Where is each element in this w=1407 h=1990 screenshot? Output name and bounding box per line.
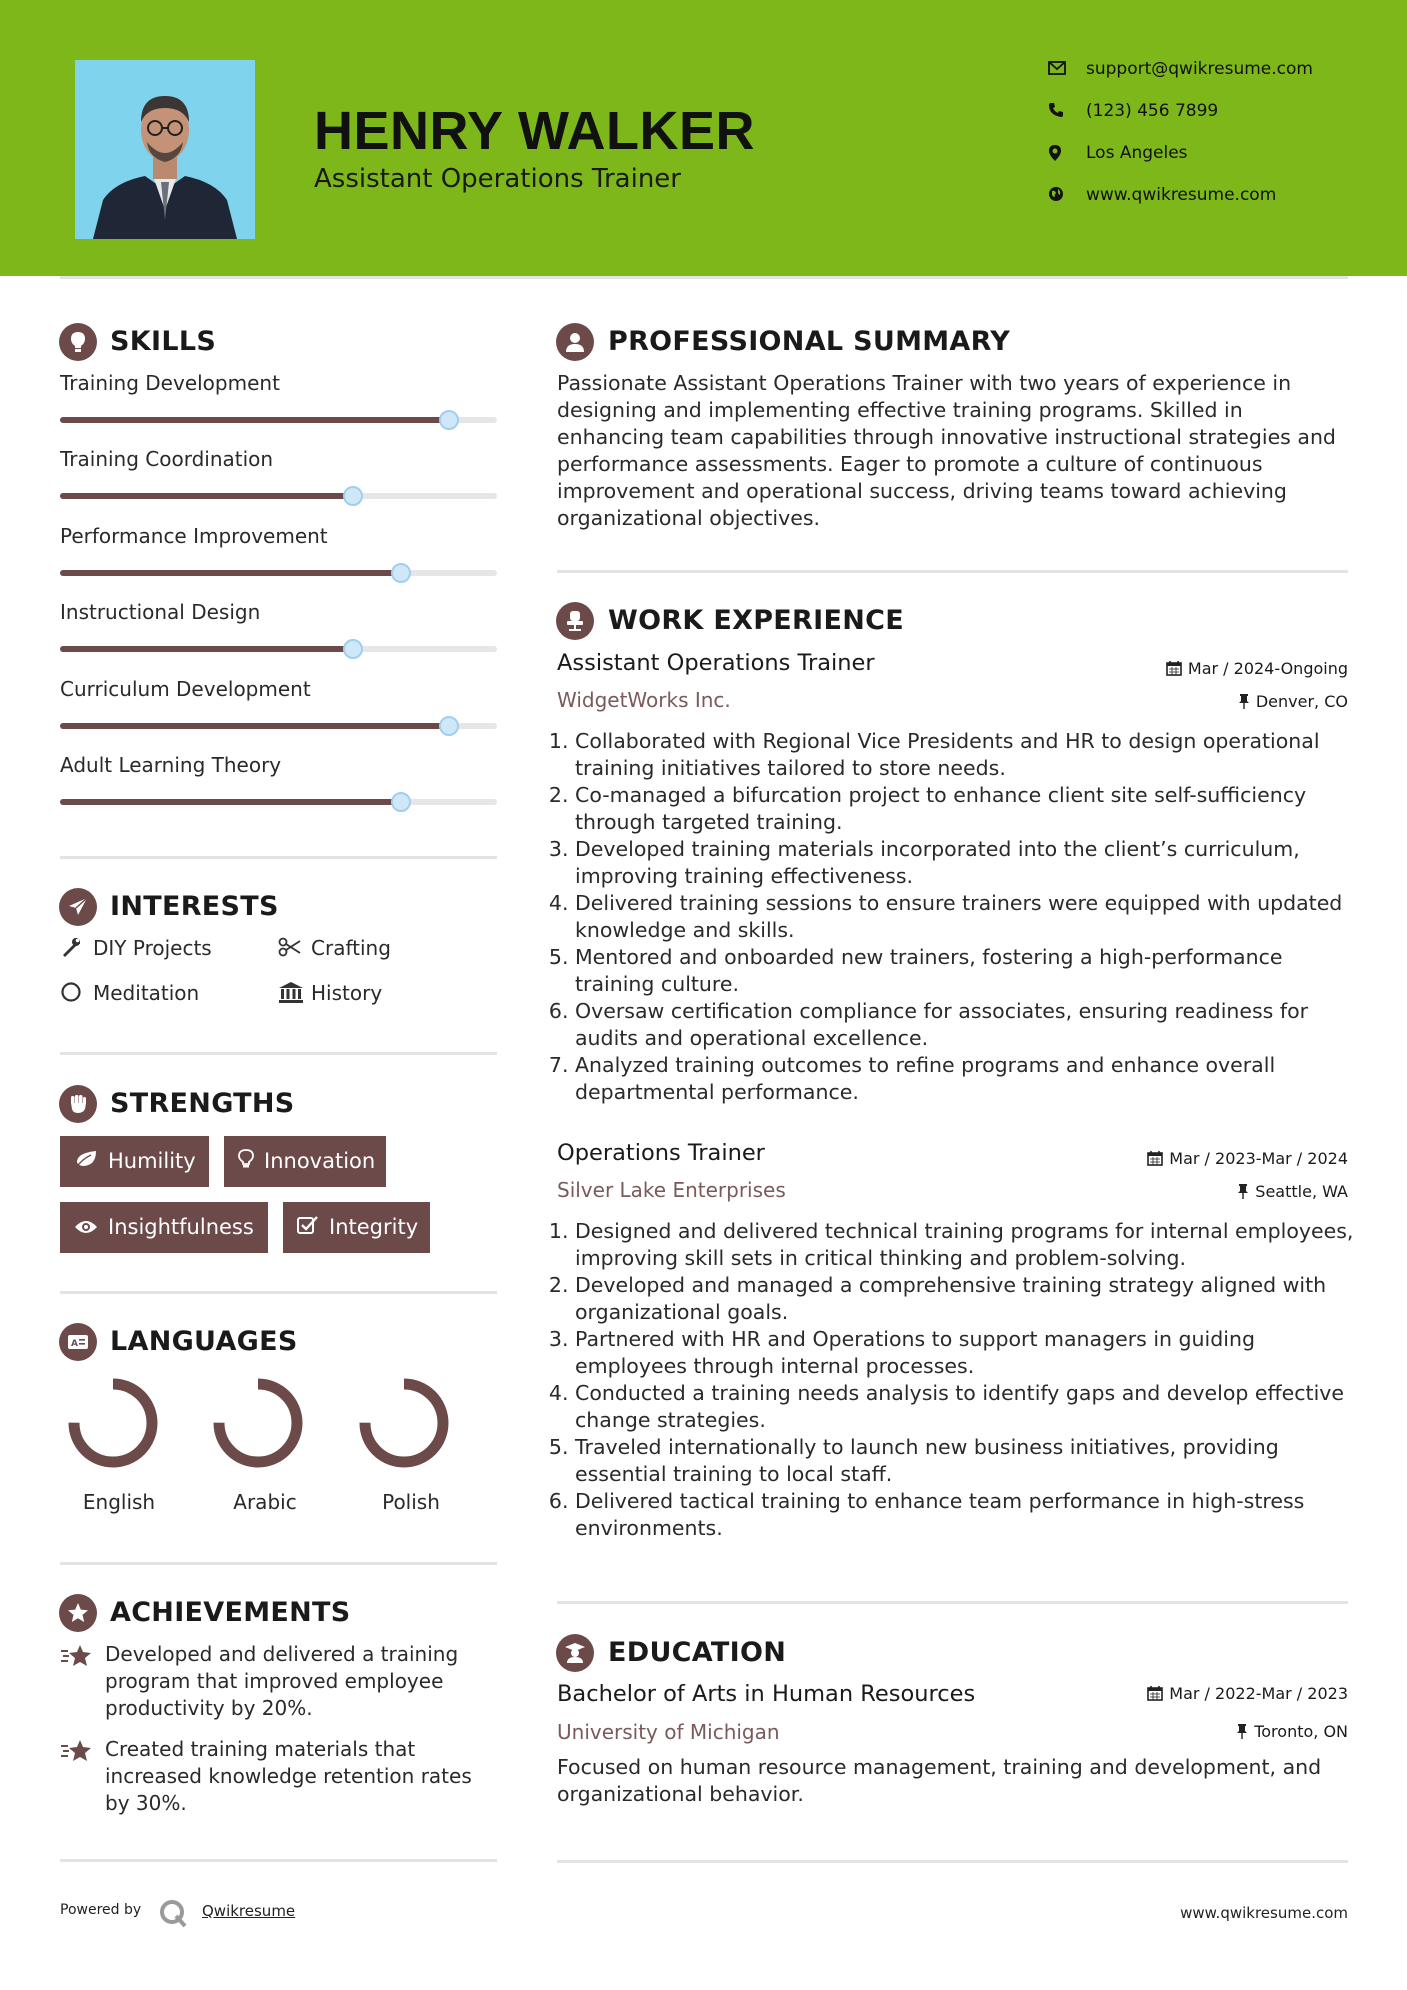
duty-item: 1. Designed and delivered technical training programs for internal employees, improving skill sets in critical thinking and problem-solving. xyxy=(575,1218,1365,1272)
pushpin-icon xyxy=(1237,1183,1249,1203)
experience-heading: WORK EXPERIENCE xyxy=(608,605,904,636)
skill-bar-knob[interactable] xyxy=(391,563,411,583)
summary-text: Passionate Assistant Operations Trainer with two years of experience in designing and implementing effective training programs. Skilled in enhancing team capabilities through innovative instructional strategies and performance assessments. Eager to promote a culture of continuous improvement and operational success, driving teams toward achieving organizational objectives. xyxy=(557,371,1336,530)
skill-bar-knob[interactable] xyxy=(439,716,459,736)
scissors-icon xyxy=(278,936,302,963)
contact-location xyxy=(1048,143,1188,163)
education-description: Focused on human resource management, training and development, and organizational behavior. xyxy=(557,1755,1322,1806)
calendar-icon xyxy=(1147,1150,1163,1170)
language-label: English xyxy=(82,1490,156,1514)
achievement-text: Created training materials that increased knowledge retention rates by 30%. xyxy=(105,1737,472,1815)
lightbulb-icon xyxy=(59,323,97,361)
duty-item: 4. Conducted a training needs analysis to identify gaps and develop effective change strategies. xyxy=(575,1380,1365,1434)
strength-tag-innovation xyxy=(224,1136,386,1187)
candidate-title: Assistant Operations Trainer xyxy=(314,164,681,194)
duty-item: 4. Delivered training sessions to ensure trainers were equipped with updated knowledge and skills. xyxy=(575,890,1365,944)
powered-by-text: Powered by xyxy=(60,1902,142,1918)
achievement-item xyxy=(60,1736,500,1817)
skill-bar-knob[interactable] xyxy=(391,792,411,812)
experience-divider xyxy=(557,1601,1348,1604)
education-degree: Bachelor of Arts in Human Resources xyxy=(557,1681,976,1707)
qwikresume-brand-link[interactable]: Qwikresume xyxy=(202,1902,296,1920)
interest-label: Crafting xyxy=(311,936,391,960)
pushpin-icon xyxy=(1236,1723,1248,1743)
education-heading: EDUCATION xyxy=(608,1637,787,1668)
duty-item: 6. Oversaw certification compliance for associates, ensuring readiness for audits and operational excellence. xyxy=(575,998,1365,1052)
strength-label: Humility xyxy=(108,1149,196,1173)
globe-icon xyxy=(1048,186,1070,204)
star-icon xyxy=(60,1738,94,1771)
skill-bar-knob[interactable] xyxy=(343,639,363,659)
duty-item: 7. Analyzed training outcomes to refine programs and enhance overall departmental performance. xyxy=(575,1052,1365,1106)
profile-photo xyxy=(75,60,255,239)
job-location-text: Denver, CO xyxy=(1255,692,1348,711)
job-role: Assistant Operations Trainer xyxy=(557,650,875,676)
graduate-icon xyxy=(556,1634,594,1672)
interest-item xyxy=(278,936,391,963)
leaf-icon xyxy=(74,1137,98,1188)
interest-label: Meditation xyxy=(93,981,200,1005)
interest-item xyxy=(60,981,199,1008)
duty-item: 2. Developed and managed a comprehensive training strategy aligned with organizational goals. xyxy=(575,1272,1365,1326)
resume-header xyxy=(0,0,1407,276)
user-icon xyxy=(556,323,594,361)
skill-label: Adult Learning Theory xyxy=(60,753,282,777)
museum-icon xyxy=(278,981,302,1008)
header-divider xyxy=(60,276,1348,279)
language-label: Polish xyxy=(382,1490,440,1514)
job-duties xyxy=(557,1218,1365,1542)
language-ring xyxy=(358,1377,450,1469)
job-location-text: Seattle, WA xyxy=(1255,1182,1348,1201)
map-pin-icon xyxy=(1048,144,1070,162)
checkbox-icon xyxy=(297,1203,319,1254)
star-badge-icon xyxy=(59,1594,97,1632)
job-dates xyxy=(1166,659,1348,680)
job-dates-text: Mar / 2024-Ongoing xyxy=(1187,659,1348,678)
job-duties xyxy=(557,728,1365,1106)
education-dates xyxy=(1147,1684,1348,1705)
skill-label: Performance Improvement xyxy=(60,524,328,548)
achievement-item xyxy=(60,1641,500,1722)
skill-label: Training Development xyxy=(60,371,280,395)
contact-phone[interactable] xyxy=(1048,101,1218,121)
pushpin-icon xyxy=(1238,693,1250,713)
duty-item: 6. Delivered tactical training to enhance team performance in high-stress environments. xyxy=(575,1488,1365,1542)
skill-bar-fill xyxy=(60,646,353,652)
interest-item xyxy=(60,936,212,963)
summary-divider xyxy=(557,570,1348,573)
language-card-icon xyxy=(59,1323,97,1361)
strength-label: Innovation xyxy=(264,1149,376,1173)
contact-location-text: Los Angeles xyxy=(1086,143,1188,163)
education-location-text: Toronto, ON xyxy=(1254,1722,1348,1741)
interests-heading: INTERESTS xyxy=(110,891,279,922)
education-dates-text: Mar / 2022-Mar / 2023 xyxy=(1169,1684,1348,1703)
skill-bar-fill xyxy=(60,570,401,576)
wrench-icon xyxy=(60,936,84,963)
job-company: WidgetWorks Inc. xyxy=(557,688,731,712)
star-icon xyxy=(60,1643,94,1676)
interests-divider xyxy=(60,1052,497,1055)
skill-bar xyxy=(60,570,497,576)
achievements-divider xyxy=(60,1859,497,1862)
skill-bar-fill xyxy=(60,417,449,423)
envelope-icon xyxy=(1048,60,1070,78)
education-school: University of Michigan xyxy=(557,1720,780,1744)
skill-bar xyxy=(60,493,497,499)
calendar-icon xyxy=(1147,1685,1163,1705)
interest-item xyxy=(278,981,382,1008)
skill-bar xyxy=(60,417,497,423)
education-location xyxy=(1236,1722,1348,1743)
svg-text:A: A xyxy=(71,1339,78,1349)
languages-divider xyxy=(60,1562,497,1565)
skill-bar-fill xyxy=(60,799,401,805)
contact-email[interactable] xyxy=(1048,59,1313,79)
duty-item: 1. Collaborated with Regional Vice Presidents and HR to design operational training initiatives tailored to store needs. xyxy=(575,728,1365,782)
languages-heading: LANGUAGES xyxy=(110,1326,298,1357)
strengths-heading: STRENGTHS xyxy=(110,1088,295,1119)
contact-phone-text: (123) 456 7899 xyxy=(1086,101,1219,121)
achievement-text: Developed and delivered a training program that improved employee productivity by 20%. xyxy=(105,1642,459,1720)
candidate-name: HENRY WALKER xyxy=(314,101,756,161)
contact-website-text: www.qwikresume.com xyxy=(1086,185,1277,205)
job-dates xyxy=(1147,1149,1348,1170)
qwikresume-logo-icon xyxy=(158,1898,188,1928)
phone-icon xyxy=(1048,102,1070,120)
calendar-icon xyxy=(1166,660,1182,680)
skill-bar xyxy=(60,723,497,729)
skill-bar-fill xyxy=(60,493,353,499)
duty-item: 3. Developed training materials incorporated into the client’s curriculum, improving training effectiveness. xyxy=(575,836,1365,890)
summary-heading: PROFESSIONAL SUMMARY xyxy=(608,326,1011,357)
job-location xyxy=(1238,692,1348,713)
contact-email-text: support@qwikresume.com xyxy=(1086,59,1313,79)
skill-bar xyxy=(60,646,497,652)
briefcase-chair-icon xyxy=(556,602,594,640)
duty-item: 2. Co-managed a bifurcation project to enhance client site self-sufficiency through targeted training. xyxy=(575,782,1365,836)
skill-label: Instructional Design xyxy=(60,600,261,624)
job-company: Silver Lake Enterprises xyxy=(557,1178,786,1202)
strength-tag-integrity xyxy=(283,1202,430,1253)
job-location xyxy=(1237,1182,1348,1203)
footer-website[interactable]: www.qwikresume.com xyxy=(1180,1904,1348,1922)
skill-bar-knob[interactable] xyxy=(439,410,459,430)
strength-label: Integrity xyxy=(329,1215,419,1239)
language-label: Arabic xyxy=(233,1490,297,1514)
duty-item: 5. Mentored and onboarded new trainers, fostering a high-performance training culture. xyxy=(575,944,1365,998)
interest-label: History xyxy=(311,981,383,1005)
skill-bar-knob[interactable] xyxy=(343,486,363,506)
skill-label: Curriculum Development xyxy=(60,677,311,701)
job-role: Operations Trainer xyxy=(557,1140,765,1166)
skill-label: Training Coordination xyxy=(60,447,274,471)
strengths-divider xyxy=(60,1291,497,1294)
raised-fist-icon xyxy=(59,1085,97,1123)
contact-website[interactable] xyxy=(1048,185,1276,205)
duty-item: 3. Partnered with HR and Operations to support managers in guiding employees through internal processes. xyxy=(575,1326,1365,1380)
education-divider xyxy=(557,1860,1348,1863)
lightbulb-icon xyxy=(238,1137,254,1188)
job-dates-text: Mar / 2023-Mar / 2024 xyxy=(1169,1149,1348,1168)
strength-tag-humility xyxy=(60,1136,209,1187)
language-ring xyxy=(67,1377,159,1469)
duty-item: 5. Traveled internationally to launch new business initiatives, providing essential training to local staff. xyxy=(575,1434,1365,1488)
achievements-heading: ACHIEVEMENTS xyxy=(110,1597,351,1628)
skill-bar xyxy=(60,799,497,805)
strength-label: Insightfulness xyxy=(108,1215,254,1239)
eye-icon xyxy=(74,1203,98,1254)
paper-plane-icon xyxy=(59,888,97,926)
language-ring xyxy=(212,1377,304,1469)
skills-heading: SKILLS xyxy=(110,326,217,357)
strength-tag-insightfulness xyxy=(60,1202,268,1253)
skill-bar-fill xyxy=(60,723,449,729)
interest-label: DIY Projects xyxy=(93,936,212,960)
circle-icon xyxy=(60,981,84,1008)
skills-divider xyxy=(60,856,497,859)
